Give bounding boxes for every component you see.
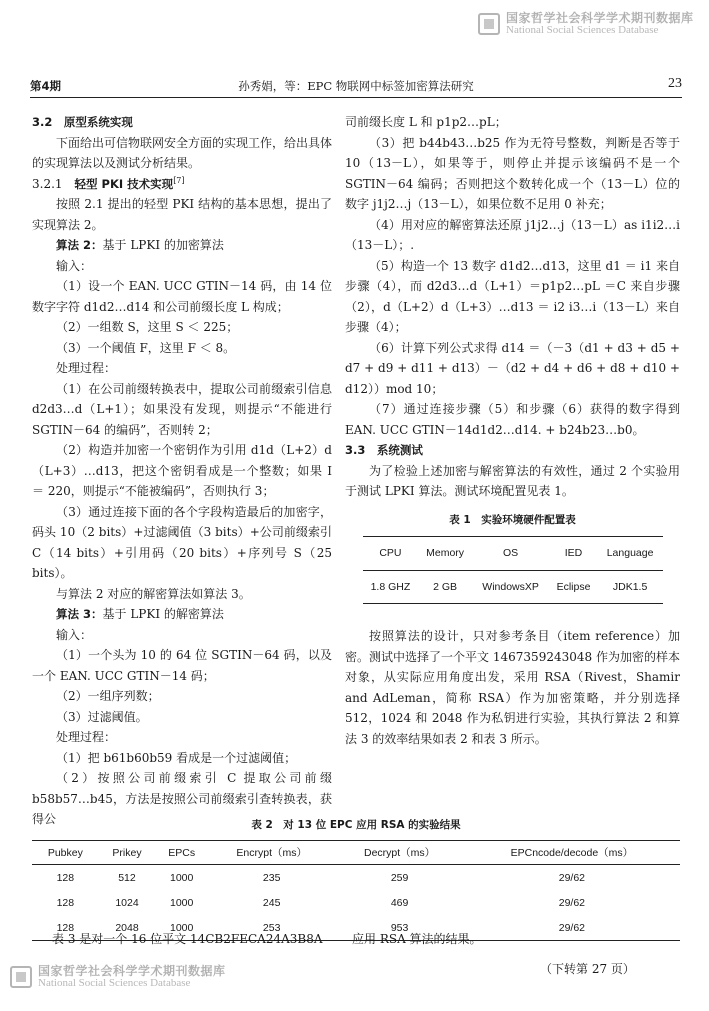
- process-label: 处理过程：: [56, 730, 117, 744]
- table-header-cell: Encrypt（ms）: [208, 841, 335, 865]
- watermark-top: [478, 12, 694, 36]
- algorithm-2-title: 算法 2：基于 LPKI 的加密算法: [56, 238, 224, 252]
- right-column: [345, 112, 680, 749]
- table-header-cell: IED: [549, 537, 597, 571]
- running-title: 孙秀娟，等：EPC 物联网中标签加密算法研究: [238, 79, 474, 93]
- list-item: （2）构造并加密一个密钥作为引用 d1d（L+2）d（L+3）…d13，把这个密钥看成是一个整数；如果 I ＝ 220，则提示“不能被编码”，否则执行 3；: [32, 443, 332, 498]
- input-label: 输入：: [56, 258, 93, 273]
- watermark-cn: 国家哲学社会科学学术期刊数据库: [506, 11, 694, 25]
- table-cell: 245: [262, 896, 281, 909]
- table-cell: WindowsXP: [482, 580, 539, 593]
- table-2: [32, 840, 680, 941]
- list-item: （2）按照公司前缀索引 C 提取公司前缀 b58b57…b45，方法是按照公司前缀索引查转换表，获得公: [32, 771, 332, 826]
- table-1-caption: 表 1 实验环境硬件配置表: [449, 513, 576, 526]
- paragraph: 按照 2.1 提出的轻型 PKI 结构的基本思想，提出了实现算法 2。: [32, 197, 332, 232]
- table-cell: 253: [262, 921, 281, 934]
- list-item: （4）用对应的解密算法还原 j1j2…j（13－L）as i1i2…i（13－L）；.: [345, 217, 680, 252]
- watermark-en: National Social Sciences Database: [38, 976, 191, 989]
- table-row: [32, 865, 680, 891]
- table-cell: 29/62: [558, 871, 586, 884]
- list-item: （2）一组数 S，这里 S ＜ 225；: [56, 320, 239, 334]
- table-cell: Eclipse: [556, 580, 591, 593]
- table-2-caption: 表 2 对 13 位 EPC 应用 RSA 的实验结果: [251, 819, 461, 831]
- paragraph: 下面给出可信物联网安全方面的实现工作，给出具体的实现算法以及测试分析结果。: [32, 135, 333, 170]
- process-label: 处理过程：: [56, 361, 117, 375]
- bottom-text-left: 表 3 是对一个 16 位平文 14CB2FECA24A3B8A: [52, 932, 323, 946]
- list-item: （2）一组序列数；: [56, 689, 160, 703]
- table-cell: 1.8 GHZ: [370, 580, 411, 593]
- table-cell: 1000: [169, 896, 194, 909]
- paragraph: 与算法 2 对应的解密算法如算法 3。: [56, 586, 251, 601]
- table-cell: 29/62: [558, 921, 586, 934]
- table-cell: JDK1.5: [612, 580, 648, 593]
- table-row: [32, 890, 680, 915]
- section-3-2-heading: 3.2 原型系统实现: [32, 115, 133, 129]
- list-item: （3）通过连接下面的各个字段构造最后的加密字，码头 10（2 bits）+过滤阈值（3 bits）+公司前缀索引 C（14 bits）+引用码（20 bits）+序列号 S（25 bits）。: [32, 504, 332, 580]
- table-cell: 128: [56, 921, 75, 934]
- list-item: （5）构造一个 13 数字 d1d2…d13，这里 d1 ＝ i1 来自步骤（4），而 d2d3…d（L+1）＝p1p2…pL ＝C 来自步骤（2），d（L+2）d（L+3）…d13 ＝ i2 i3…i（13－L）来自步骤（4）；: [345, 258, 680, 334]
- list-item: （7）通过连接步骤（5）和步骤（6）获得的数字得到 EAN. UCC GTIN－14d1d2…d14. + b24b23…b0。: [345, 402, 680, 437]
- list-item: （3）过滤阈值。: [56, 709, 148, 724]
- table-cell: 128: [56, 896, 75, 909]
- page-number: 23: [668, 76, 682, 91]
- section-3-2-1-heading: 3.2.1 轻型 PKI 技术实现[7]: [32, 175, 185, 191]
- table-header-cell: Pubkey: [32, 841, 99, 865]
- list-item: （6）计算下列公式求得 d14 ＝（－3（d1 + d3 + d5 + d7 + d9 + d11 + d13）－（d2 + d4 + d6 + d8 + d10 + d12））mod 10；: [345, 340, 680, 396]
- table-header-cell: EPCs: [155, 841, 208, 865]
- table-cell: 2048: [115, 921, 139, 934]
- table-1: [363, 536, 663, 604]
- table-2-block: [32, 817, 680, 941]
- table-cell: 953: [390, 921, 409, 934]
- database-logo-icon: [10, 966, 32, 988]
- list-item: （1）一个头为 10 的 64 位 SGTIN－64 码，以及一个 EAN. UCC GTIN－14 码；: [32, 648, 332, 683]
- algorithm-3-title: 算法 3：基于 LPKI 的解密算法: [56, 607, 224, 621]
- section-3-3-heading: 3.3 系统测试: [345, 443, 423, 457]
- table-cell: 235: [262, 871, 281, 884]
- table-cell: 259: [390, 871, 409, 884]
- table-header-cell: EPCncode/decode（ms）: [464, 841, 680, 865]
- list-item: （1）设一个 EAN. UCC GTIN－14 码，由 14 位数字字符 d1d2…d14 和公司前缀长度 L 构成；: [32, 279, 332, 314]
- watermark-en: National Social Sciences Database: [506, 23, 659, 36]
- table-header-cell: OS: [472, 537, 549, 571]
- list-item: （3）一个阈值 F，这里 F ＜ 8。: [56, 340, 236, 355]
- watermark-bottom: [10, 965, 226, 989]
- list-item: （3）把 b44b43…b25 作为无符号整数，判断是否等于 10（13－L），如果等于，则停止并提示该编码不是一个 SGTIN－64 编码；否则把这个数转化成一个（13－L）位的数字 j1j2…j（13－L），如果位数不足用 0 补充；: [345, 135, 680, 211]
- table-header-cell: Decrypt（ms）: [335, 841, 463, 865]
- header-rule: [30, 97, 682, 98]
- table-header-cell: Memory: [418, 537, 472, 571]
- left-column: [32, 112, 332, 830]
- table-header-cell: Language: [598, 537, 663, 571]
- paragraph: 为了检验上述加密与解密算法的有效性，通过 2 个实验用于测试 LPKI 算法。测试环境配置见表 1。: [345, 463, 680, 498]
- watermark-cn: 国家哲学社会科学学术期刊数据库: [38, 964, 226, 978]
- table-header-cell: CPU: [363, 537, 419, 571]
- table-cell: 1000: [169, 871, 194, 884]
- paragraph: 司前缀长度 L 和 p1p2…pL；: [345, 115, 507, 129]
- citation-ref: [7]: [173, 175, 185, 185]
- table-cell: 512: [118, 871, 136, 884]
- input-label: 输入：: [56, 627, 93, 642]
- table-cell: 128: [56, 871, 75, 884]
- table-cell: 29/62: [558, 896, 586, 909]
- table-cell: 469: [390, 896, 409, 909]
- continued-note: （下转第 27 页）: [540, 962, 635, 976]
- list-item: （1）把 b61b60b59 看成是一个过滤阈值；: [56, 750, 297, 765]
- paragraph: 按照算法的设计，只对参考条目（item reference）加密。测试中选择了一个平文 1467359243048 作为加密的样本对象，从实际应用角度出发，采用 RSA（Rivest，Shamir and AdLeman，简称 RSA）作为加密策略，并分别选择 512，1024 和 2048 作为私钥进行实验，其执行算法 2 和算法 3 的效率结果如表 2 和表 3 所示。: [345, 629, 680, 746]
- list-item: （1）在公司前缀转换表中，提取公司前缀索引信息 d2d3…d（L+1）；如果没有发现，则提示“不能进行 SGTIN－64 的编码”，否则转 2；: [32, 381, 332, 437]
- table-row: [363, 570, 663, 604]
- bottom-text-right: 应用 RSA 算法的结果。: [352, 932, 482, 946]
- table-cell: 1024: [115, 896, 139, 909]
- issue-number: 第4期: [30, 79, 62, 93]
- database-logo-icon: [478, 13, 500, 35]
- table-header-cell: Prikey: [99, 841, 156, 865]
- table-cell: 1000: [169, 921, 194, 934]
- page-header: [30, 76, 682, 94]
- table-cell: 2 GB: [433, 580, 458, 593]
